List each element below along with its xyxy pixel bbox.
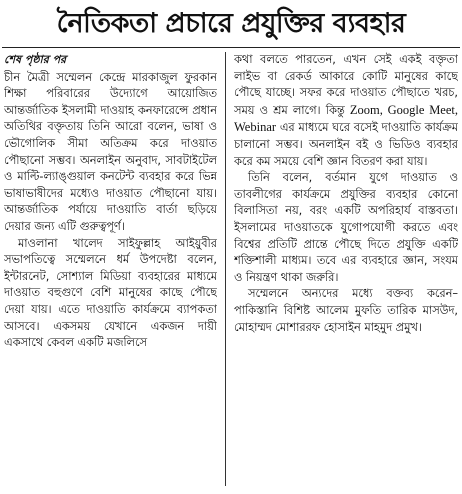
paragraph-3-text-a: কথা বলতে পারতেন, এখন সেই একই বক্তৃতা লাইভ বা রেকর্ড আকারে কোটি মানুষের কাছে পৌছে যাচ্ছে। সফর করে দাওয়াত পৌছাতে খরচ, সময় ও শ্রম লাগে। কিন্তু <box>234 53 458 117</box>
headline-rule <box>2 47 460 48</box>
platform-names: Zoom, Google Meet, Webinar <box>234 102 458 135</box>
article-column-left <box>4 52 217 488</box>
column-divider <box>225 52 226 486</box>
article-column-right <box>234 52 458 488</box>
paragraph-5: সম্মেলনে অন্যদের মধ্যে বক্তব্য করেন– পাকিস্তানি বিশিষ্ট আলেম মুফতি তারিক মাসউদ, মোহাম্মদ মোশাররফ হোসাইন মাহমুদ প্রমুখ। <box>234 287 458 334</box>
paragraph-3 <box>234 52 458 170</box>
paragraph-2: মাওলানা খালেদ সাইফুল্লাহ আইয়ুবীর সভাপতিত্বে সম্মেলনে ধর্ম উপদেষ্টা বলেন, ইন্টারনেট, সোশ্যাল মিডিয়া ব্যবহারের মাধ্যমে দাওয়াত বহুগুণে বেশি মানুষের কাছে পৌছে দেয়া যায়। এতে দাওয়াতি কার্যক্রমে ব্যাপকতা আসবে। একসময় যেখানে একজন দায়ী একসাথে কেবল একটি মজলিসে <box>4 236 217 350</box>
headline: নৈতিকতা প্রচারে প্রযুক্তির ব্যবহার <box>56 8 406 39</box>
continued-label: শেষ পৃষ্ঠার পর <box>4 53 67 66</box>
paragraph-3-text-b: এর মাধ্যমে ঘরে বসেই দাওয়াতি কার্যক্রম চালানো সম্ভব। অনলাইন বই ও ভিডিও ব্যবহার করে কম সময়ে বেশি জ্ঞান বিতরণ করা যায়। <box>234 121 458 168</box>
paragraph-4: তিনি বলেন, বর্তমান যুগে দাওয়াত ও তাবলীগের কার্যক্রমে প্রযুক্তির ব্যবহার কোনো বিলাসিতা নয়, বরং একটি অপরিহার্য বাস্তবতা। ইসলামের দাওয়াতকে যুগোপযোগী করতে এবং বিশ্বের প্রতিটি প্রান্তে পৌছে দিতে প্রযুক্তি একটি শক্তিশালী মাধ্যম। তবে এর ব্যবহারে জ্ঞান, সংযম ও নিয়ন্ত্রণ থাকা জরুরি। <box>234 171 458 284</box>
paragraph-1: চীন মৈত্রী সম্মেলন কেন্দ্রে মারকাজুল ফুরকান শিক্ষা পরিবারের উদ্যোগে আয়োজিত আন্তর্জাতিক ইসলামী দাওয়াহ কনফারেন্সে প্রধান অতিথির বক্তৃতায় তিনি আরো বলেন, ভাষা ও ভৌগোলিক সীমা অতিক্রম করে দাওয়াত পৌছানো সম্ভব। অনলাইন অনুবাদ, সাবটাইটেল ও মাল্টি-ল্যাঙ্গুয়াল কনটেন্ট ব্যবহার করে ভিন্ন ভাষাভাষীদের মধ্যেও দাওয়াত পৌছানো যায়। আন্তর্জাতিক পর্যায়ে দাওয়াতি বার্তা ছড়িয়ে দেয়ার জন্য এটি গুরুত্বপূর্ণ। <box>4 70 217 233</box>
